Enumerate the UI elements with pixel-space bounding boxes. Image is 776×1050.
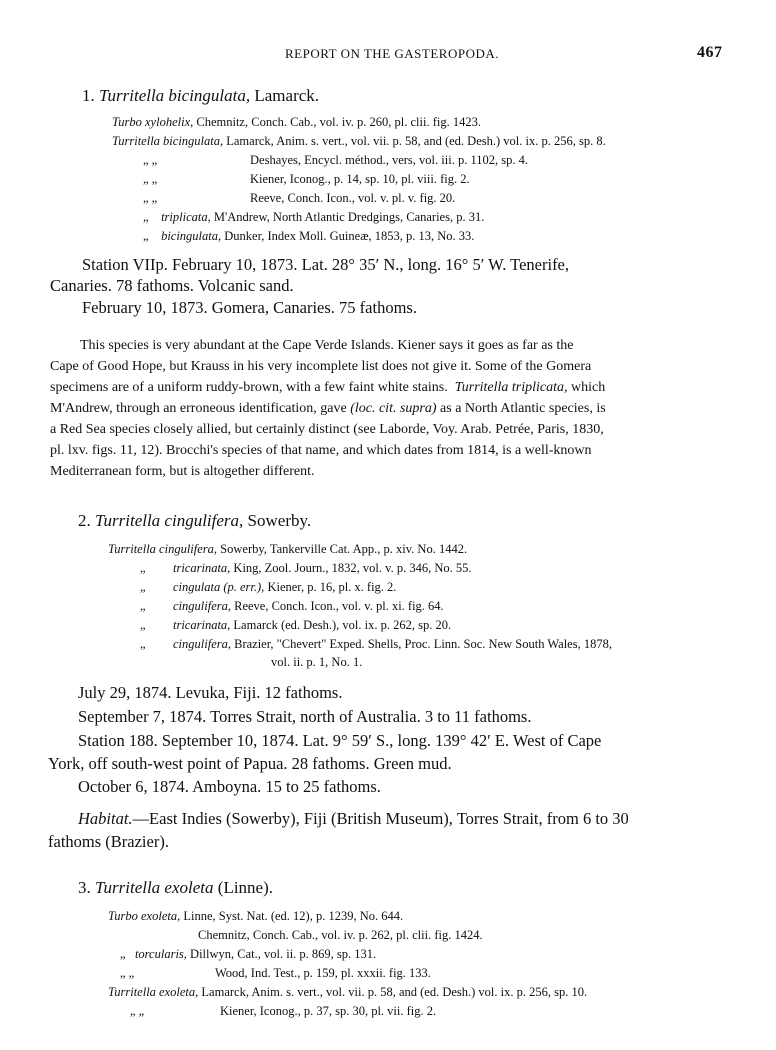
species-name: Turritella bicingulata,	[99, 86, 251, 105]
paragraph-line: specimens are of a uniform ruddy-brown, with a few faint white stains. Turritella triplicata, which	[50, 380, 606, 395]
synonym-line: „ torcularis, Dillwyn, Cat., vol. ii. p. 869, sp. 131.	[120, 947, 377, 961]
species-number: 2.	[78, 511, 91, 530]
synonym-line: „	[140, 637, 146, 651]
synonym-line: Turbo exoleta, Linne, Syst. Nat. (ed. 12), p. 1239, No. 644.	[108, 909, 404, 923]
synonym-line: „ „	[130, 1004, 145, 1018]
paragraph-line: Cape of Good Hope, but Krauss in his very incomplete list does not give it. Some of the Gomera	[50, 359, 592, 374]
synonym-line: „ bicingulata, Dunker, Index Moll. Guineæ, 1853, p. 13, No. 33.	[143, 229, 475, 243]
synonym-line: „	[140, 618, 146, 632]
synonym-line: Wood, Ind. Test., p. 159, pl. xxxii. fig. 133.	[215, 966, 431, 980]
synonym-line: Reeve, Conch. Icon., vol. v. pl. v. fig. 20.	[250, 191, 456, 205]
station-line: Station 188. September 10, 1874. Lat. 9° 59′ S., long. 139° 42′ E. West of Cape	[78, 731, 602, 750]
synonym-line: Kiener, Iconog., p. 14, sp. 10, pl. viii. fig. 2.	[250, 172, 470, 186]
paragraph-line: This species is very abundant at the Cape Verde Islands. Kiener says it goes as far as the	[80, 338, 574, 353]
habitat-label: Habitat.	[78, 809, 133, 828]
station-line: Canaries. 78 fathoms. Volcanic sand.	[50, 276, 294, 295]
synonym-line: cingulata (p. err.), Kiener, p. 16, pl. x. fig. 2.	[173, 580, 397, 594]
paragraph-line: a Red Sea species closely allied, but certainly distinct (see Laborde, Voy. Arab. Petrée, Paris, 1830,	[50, 422, 604, 437]
station-line: July 29, 1874. Levuka, Fiji. 12 fathoms.	[78, 683, 343, 702]
habitat-line: fathoms (Brazier).	[48, 832, 169, 851]
synonym-line: „ „	[143, 172, 158, 186]
page-number: 467	[697, 44, 723, 61]
synonym-line: „ „	[143, 153, 158, 167]
synonym-line: cingulifera, Brazier, "Chevert" Exped. Shells, Proc. Linn. Soc. New South Wales, 1878,	[173, 637, 612, 651]
synonym-line: Turritella exoleta, Lamarck, Anim. s. vert., vol. vii. p. 58, and (ed. Desh.) vol. ix. p. 256, sp. 10.	[108, 985, 588, 999]
paragraph-line: M'Andrew, through an erroneous identification, gave (loc. cit. supra) as a North Atlantic species, is	[50, 401, 606, 416]
synonym-line: Turritella cingulifera, Sowerby, Tankerville Cat. App., p. xiv. No. 1442.	[108, 542, 468, 556]
species-number: 1.	[82, 86, 95, 105]
synonym-line: Chemnitz, Conch. Cab., vol. iv. p. 262, pl. clii. fig. 1424.	[198, 928, 483, 942]
synonym-line: „ „	[120, 966, 135, 980]
synonym-line: „	[140, 580, 146, 594]
synonym-line: vol. ii. p. 1, No. 1.	[271, 655, 363, 669]
station-line: September 7, 1874. Torres Strait, north of Australia. 3 to 11 fathoms.	[78, 707, 532, 726]
species-number: 3.	[78, 878, 91, 897]
synonym-line: Kiener, Iconog., p. 37, sp. 30, pl. vii. fig. 2.	[220, 1004, 437, 1018]
synonym-line: tricarinata, King, Zool. Journ., 1832, vol. v. p. 346, No. 55.	[173, 561, 472, 575]
species-1-heading	[82, 86, 319, 106]
synonym-line: Turbo xylohelix, Chemnitz, Conch. Cab., vol. iv. p. 260, pl. clii. fig. 1423.	[112, 115, 481, 129]
running-title: REPORT ON THE GASTEROPODA.	[285, 46, 499, 61]
species-author: Sowerby.	[247, 511, 312, 530]
synonym-line: Turritella bicingulata, Lamarck, Anim. s. vert., vol. vii. p. 58, and (ed. Desh.) vol. ix. p. 256, sp. 8.	[112, 134, 606, 148]
species-2-heading	[78, 511, 311, 531]
paragraph-line: pl. lxv. figs. 11, 12). Brocchi's species of that name, and which dates from 1814, is a well-known	[50, 443, 592, 458]
synonym-line: Deshayes, Encycl. méthod., vers, vol. iii. p. 1102, sp. 4.	[250, 153, 528, 167]
synonym-line: „	[140, 561, 146, 575]
species-name: Turritella exoleta	[95, 878, 214, 897]
synonym-line: cingulifera, Reeve, Conch. Icon., vol. v. pl. xi. fig. 64.	[173, 599, 444, 613]
station-line: February 10, 1873. Gomera, Canaries. 75 fathoms.	[82, 298, 417, 317]
station-line: Station VIIp. February 10, 1873. Lat. 28° 35′ N., long. 16° 5′ W. Tenerife,	[82, 255, 570, 274]
habitat-line: Habitat.—East Indies (Sowerby), Fiji (British Museum), Torres Strait, from 6 to 30	[78, 809, 629, 828]
paragraph-line: Mediterranean form, but is altogether different.	[50, 464, 315, 479]
species-3-heading	[78, 878, 273, 898]
synonym-line: „	[140, 599, 146, 613]
station-line: October 6, 1874. Amboyna. 15 to 25 fathoms.	[78, 777, 381, 796]
species-author: Lamarck.	[254, 86, 320, 105]
synonym-line: „ „	[143, 191, 158, 205]
synonym-line: „ triplicata, M'Andrew, North Atlantic Dredgings, Canaries, p. 31.	[143, 210, 485, 224]
species-author: (Linne).	[217, 878, 274, 897]
station-line: York, off south-west point of Papua. 28 fathoms. Green mud.	[48, 754, 452, 773]
synonym-line: tricarinata, Lamarck (ed. Desh.), vol. ix. p. 262, sp. 20.	[173, 618, 452, 632]
species-name: Turritella cingulifera,	[95, 511, 244, 530]
